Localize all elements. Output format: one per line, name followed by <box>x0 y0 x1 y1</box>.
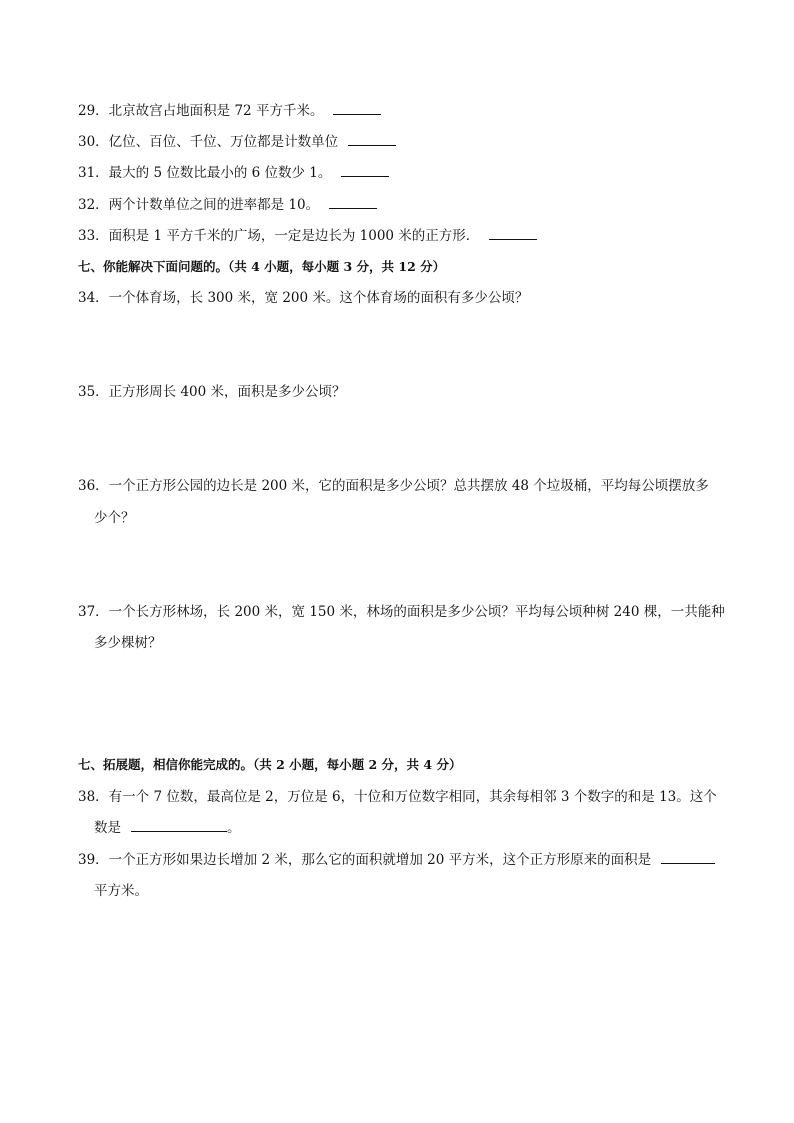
judge-item-text: 30．亿位、百位、千位、万位都是计数单位 <box>78 134 339 150</box>
answer-blank[interactable] <box>661 851 715 864</box>
answer-blank[interactable] <box>333 102 381 115</box>
section-heading-extension: 七、拓展题，相信你能完成的。（共 2 小题，每小题 2 分，共 4 分） <box>78 757 462 772</box>
answer-blank[interactable] <box>341 164 389 177</box>
judge-item-29 <box>78 102 381 120</box>
judge-item-33 <box>78 227 537 245</box>
section-heading-problems: 七、你能解决下面问题的。（共 4 小题，每小题 3 分，共 12 分） <box>78 259 446 274</box>
question-39-line-2: 平方米。 <box>94 883 148 899</box>
question-38-suffix: 。 <box>227 820 241 836</box>
answer-blank[interactable] <box>329 196 377 209</box>
answer-blank[interactable] <box>131 819 227 832</box>
question-36-line-2: 少个？ <box>94 510 135 526</box>
question-39-line-1 <box>78 851 715 869</box>
question-34: 34．一个体育场，长 300 米，宽 200 米。这个体育场的面积有多少公顷？ <box>78 290 529 306</box>
judge-item-text: 29．北京故宫占地面积是 72 平方千米。 <box>78 103 324 119</box>
judge-item-text: 33．面积是 1 平方千米的广场，一定是边长为 1000 米的正方形． <box>78 228 480 244</box>
answer-blank[interactable] <box>348 133 396 146</box>
question-38-prefix: 数是 <box>94 820 121 836</box>
judge-item-31 <box>78 164 389 182</box>
judge-item-30 <box>78 133 396 151</box>
judge-item-text: 31．最大的 5 位数比最小的 6 位数少 1。 <box>78 165 332 181</box>
question-36-line-1: 36．一个正方形公园的边长是 200 米，它的面积是多少公顷？总共摆放 48 个垃圾桶，平均每公顷摆放多 <box>78 478 709 494</box>
question-37-line-1: 37．一个长方形林场，长 200 米，宽 150 米，林场的面积是多少公顷？平均每公顷种树 240 棵，一共能种 <box>78 604 725 620</box>
question-35: 35．正方形周长 400 米，面积是多少公顷？ <box>78 384 346 400</box>
question-38-line-2 <box>94 819 241 837</box>
question-37-line-2: 多少棵树？ <box>94 635 162 651</box>
judge-item-32 <box>78 196 377 214</box>
question-39-text: 39．一个正方形如果边长增加 2 米，那么它的面积就增加 20 平方米，这个正方形原来的面积是 <box>78 852 652 868</box>
answer-blank[interactable] <box>489 227 537 240</box>
question-38-line-1: 38．有一个 7 位数，最高位是 2，万位是 6，十位和万位数字相同，其余每相邻 3 个数字的和是 13。这个 <box>78 789 717 805</box>
judge-item-text: 32．两个计数单位之间的进率都是 10。 <box>78 197 320 213</box>
